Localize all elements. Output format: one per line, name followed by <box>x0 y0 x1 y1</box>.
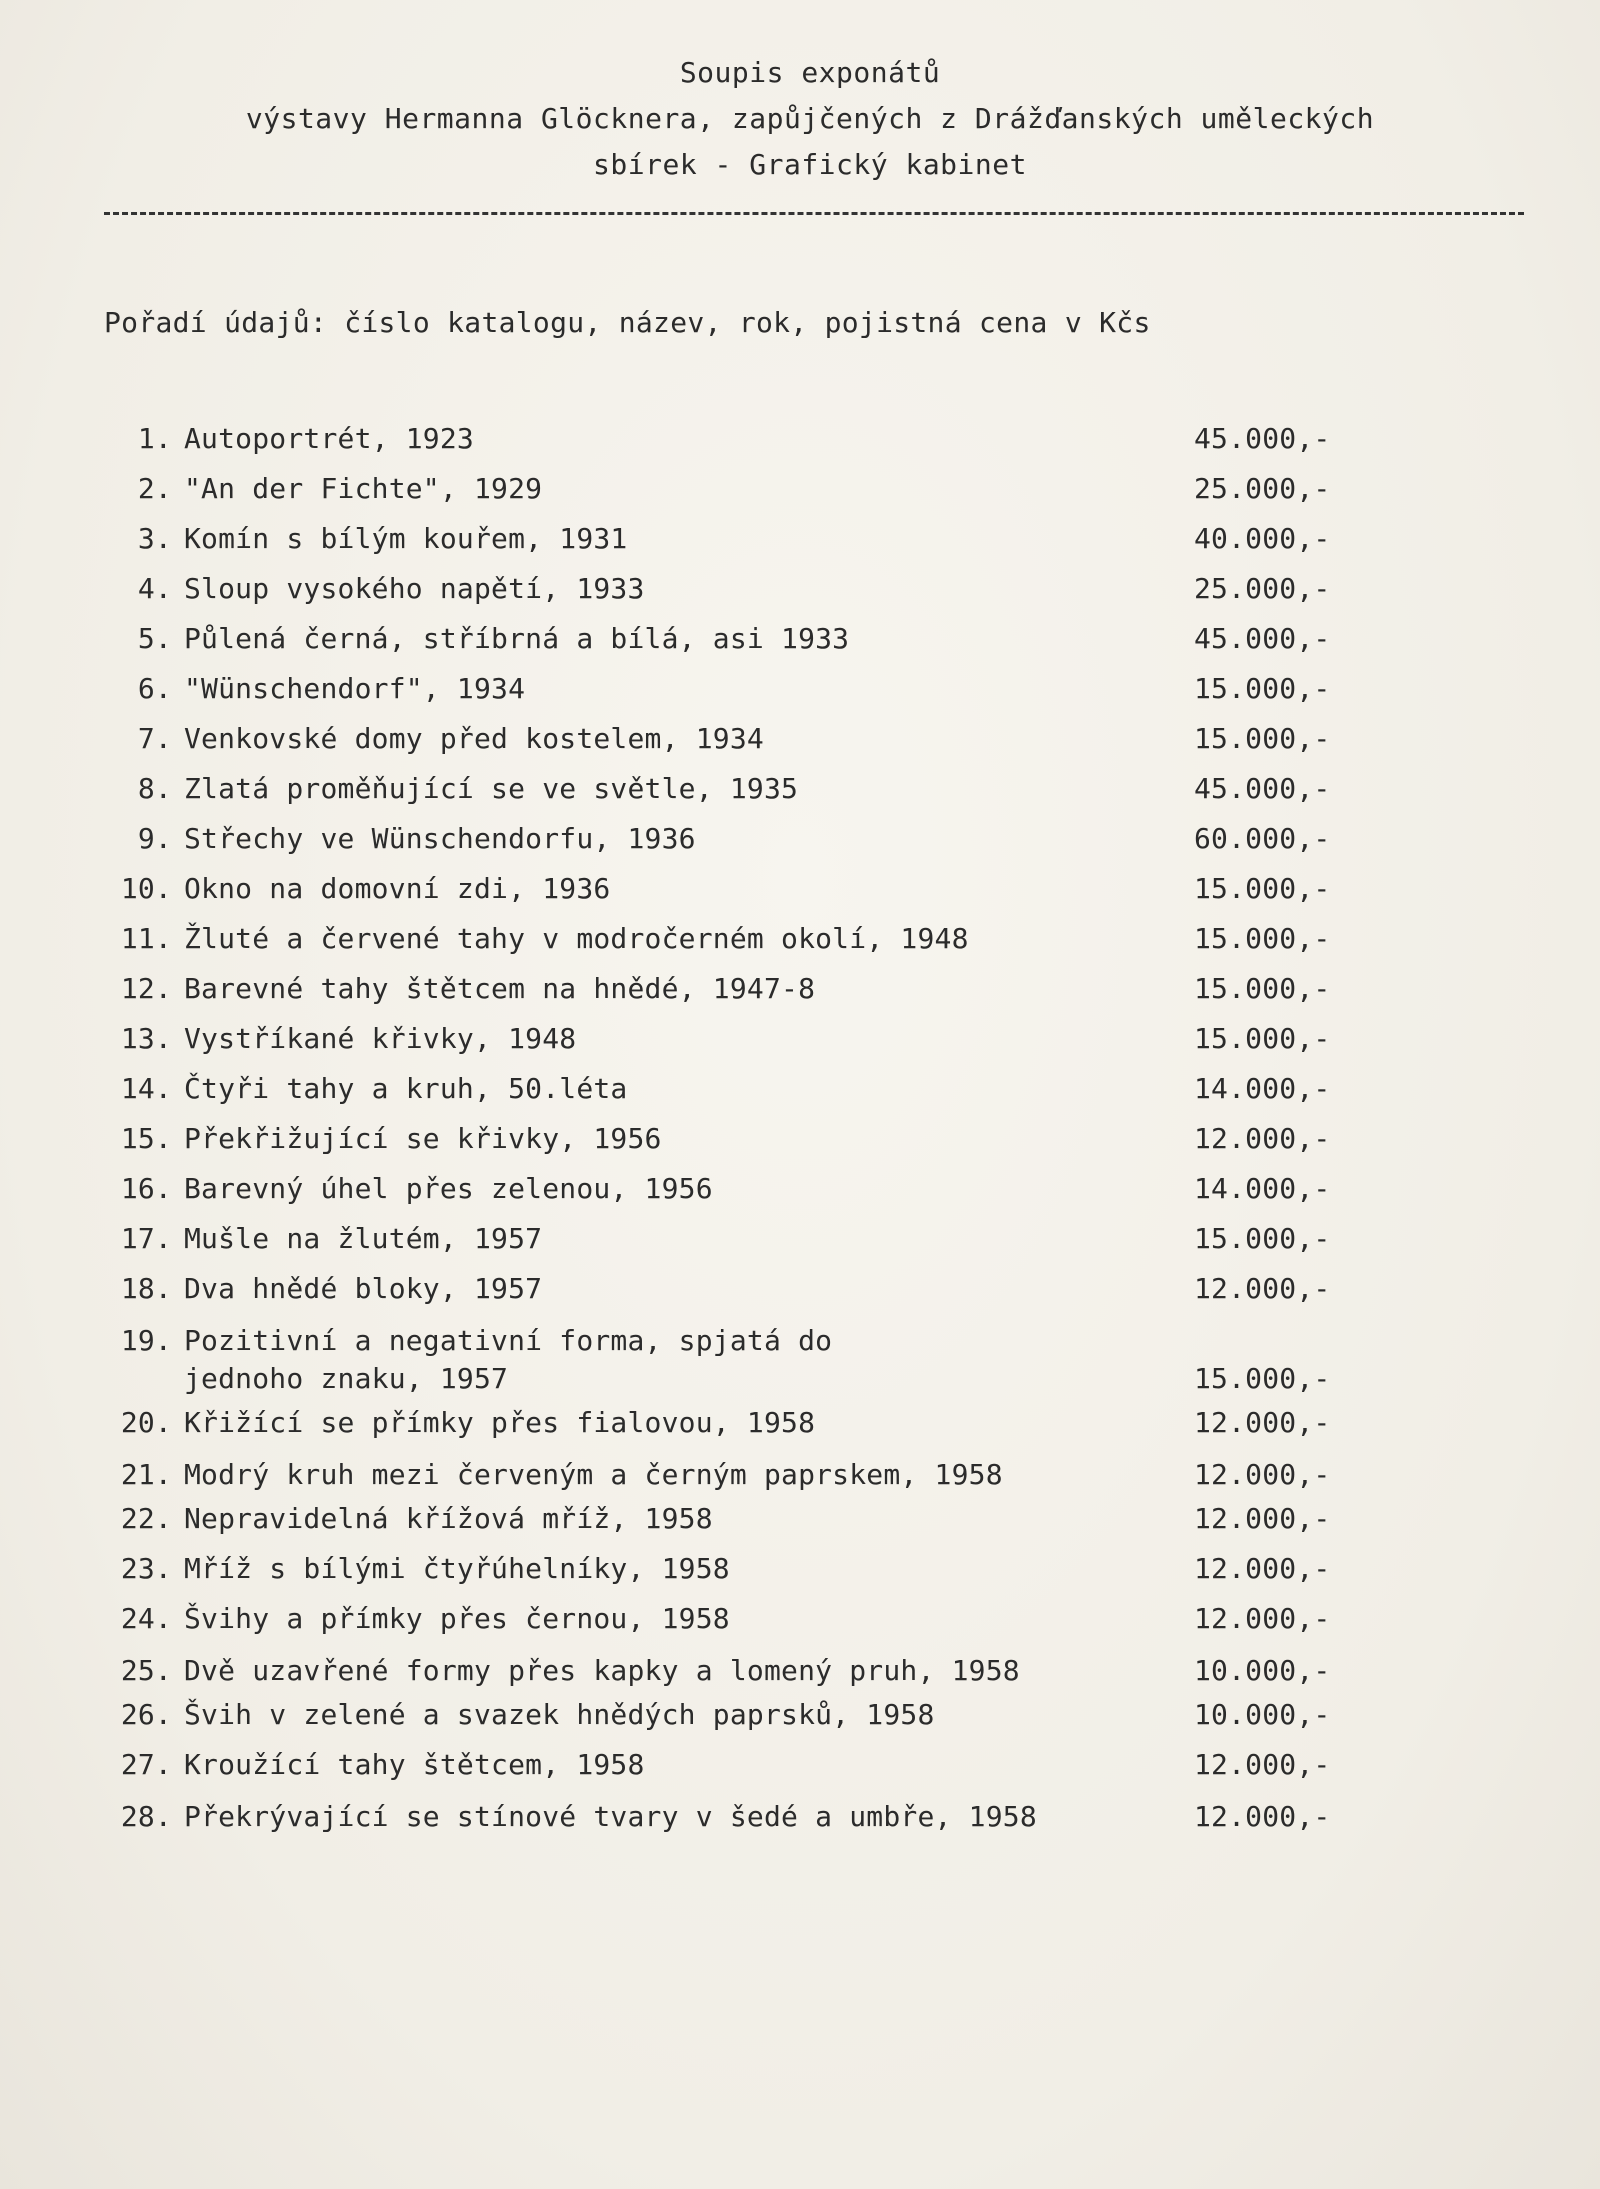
list-item <box>80 964 1380 1014</box>
list-item <box>80 814 1380 864</box>
work-title: Dva hnědé bloky, 1957 <box>184 1272 543 1305</box>
catalog-number: 20. <box>120 1406 172 1439</box>
list-item <box>80 864 1380 914</box>
data-order-note: Pořadí údajů: číslo katalogu, název, rok, pojistná cena v Kčs <box>104 306 1151 339</box>
list-item <box>80 1114 1380 1164</box>
insured-price: 25.000,- <box>1194 472 1331 505</box>
catalog-number: 23. <box>120 1552 172 1585</box>
insured-price: 12.000,- <box>1194 1748 1331 1781</box>
header-subtitle: výstavy Hermanna Glöcknera, zapůjčených z Drážďanských uměleckých <box>245 102 1375 135</box>
work-title: Mříž s bílými čtyřúhelníky, 1958 <box>184 1552 730 1585</box>
work-title: Překřižující se křivky, 1956 <box>184 1122 662 1155</box>
catalog-number: 14. <box>120 1072 172 1105</box>
list-item <box>80 1398 1380 1448</box>
catalog-number: 3. <box>137 522 172 555</box>
insured-price: 12.000,- <box>1194 1406 1331 1439</box>
list-item <box>80 1322 1380 1398</box>
catalog-number: 13. <box>120 1022 172 1055</box>
catalog-number: 12. <box>120 972 172 1005</box>
work-title: Vystříkané křivky, 1948 <box>184 1022 577 1055</box>
list-item <box>80 1264 1380 1314</box>
list-item <box>80 1456 1380 1494</box>
insured-price: 12.000,- <box>1194 1458 1331 1491</box>
insured-price: 60.000,- <box>1194 822 1331 855</box>
list-item <box>80 764 1380 814</box>
header-divider <box>104 212 1524 215</box>
catalog-number: 4. <box>137 572 172 605</box>
work-title: Dvě uzavřené formy přes kapky a lomený pruh, 1958 <box>184 1654 1020 1687</box>
list-item <box>80 464 1380 514</box>
work-title: Střechy ve Wünschendorfu, 1936 <box>184 822 696 855</box>
catalog-number: 27. <box>120 1748 172 1781</box>
catalog-number: 2. <box>137 472 172 505</box>
insured-price: 12.000,- <box>1194 1602 1331 1635</box>
catalog-number: 28. <box>120 1800 172 1833</box>
work-title: Venkovské domy před kostelem, 1934 <box>184 722 764 755</box>
list-item <box>80 1164 1380 1214</box>
work-title: Kroužící tahy štětcem, 1958 <box>184 1748 645 1781</box>
work-title: Okno na domovní zdi, 1936 <box>184 872 611 905</box>
list-item <box>80 514 1380 564</box>
work-title: Barevný úhel přes zelenou, 1956 <box>184 1172 713 1205</box>
work-title: Čtyři tahy a kruh, 50.léta <box>184 1072 628 1105</box>
insured-price: 12.000,- <box>1194 1272 1331 1305</box>
work-title: Autoportrét, 1923 <box>184 422 474 455</box>
list-item <box>80 1798 1380 1836</box>
insured-price: 15.000,- <box>1194 872 1331 905</box>
catalog-number: 18. <box>120 1272 172 1305</box>
work-title: Mušle na žlutém, 1957 <box>184 1222 543 1255</box>
insured-price: 15.000,- <box>1194 1222 1331 1255</box>
list-item <box>80 1594 1380 1644</box>
insured-price: 10.000,- <box>1194 1654 1331 1687</box>
catalog-number: 19. <box>120 1324 172 1357</box>
work-title: Komín s bílým kouřem, 1931 <box>184 522 628 555</box>
list-item <box>80 614 1380 664</box>
insured-price: 40.000,- <box>1194 522 1331 555</box>
insured-price: 10.000,- <box>1194 1698 1331 1731</box>
insured-price: 15.000,- <box>1194 972 1331 1005</box>
work-title: Křižící se přímky přes fialovou, 1958 <box>184 1406 816 1439</box>
list-item <box>80 1652 1380 1690</box>
list-item <box>80 1014 1380 1064</box>
work-title: Švih v zelené a svazek hnědých paprsků, 1958 <box>184 1698 935 1731</box>
work-title: "Wünschendorf", 1934 <box>184 672 526 705</box>
insured-price: 12.000,- <box>1194 1122 1331 1155</box>
list-item <box>80 714 1380 764</box>
exhibit-list <box>80 414 1380 1836</box>
work-title: "An der Fichte", 1929 <box>184 472 543 505</box>
catalog-number: 10. <box>120 872 172 905</box>
catalog-number: 26. <box>120 1698 172 1731</box>
catalog-number: 8. <box>137 772 172 805</box>
catalog-number: 5. <box>137 622 172 655</box>
insured-price: 15.000,- <box>1194 1362 1331 1395</box>
list-item <box>80 1544 1380 1594</box>
catalog-number: 15. <box>120 1122 172 1155</box>
list-item <box>80 664 1380 714</box>
catalog-number: 1. <box>137 422 172 455</box>
insured-price: 15.000,- <box>1194 1022 1331 1055</box>
insured-price: 12.000,- <box>1194 1800 1331 1833</box>
work-title: Nepravidelná křížová mříž, 1958 <box>184 1502 713 1535</box>
insured-price: 45.000,- <box>1194 622 1331 655</box>
header-title: Soupis exponátů <box>679 56 941 89</box>
work-title: Modrý kruh mezi červeným a černým paprskem, 1958 <box>184 1458 1003 1491</box>
work-title: Žluté a červené tahy v modročerném okolí, 1948 <box>184 922 969 955</box>
work-title: Půlená černá, stříbrná a bílá, asi 1933 <box>184 622 850 655</box>
catalog-number: 24. <box>120 1602 172 1635</box>
work-title: Překrývající se stínové tvary v šedé a umbře, 1958 <box>184 1800 1037 1833</box>
work-title: Pozitivní a negativní forma, spjatá do jednoho znaku, 1957 <box>184 1324 833 1395</box>
insured-price: 25.000,- <box>1194 572 1331 605</box>
insured-price: 14.000,- <box>1194 1172 1331 1205</box>
catalog-number: 25. <box>120 1654 172 1687</box>
work-title: Sloup vysokého napětí, 1933 <box>184 572 645 605</box>
list-item <box>80 1494 1380 1544</box>
catalog-number: 9. <box>137 822 172 855</box>
catalog-number: 6. <box>137 672 172 705</box>
catalog-number: 7. <box>137 722 172 755</box>
document-header <box>100 50 1520 188</box>
insured-price: 14.000,- <box>1194 1072 1331 1105</box>
insured-price: 15.000,- <box>1194 672 1331 705</box>
list-item <box>80 1690 1380 1740</box>
list-item <box>80 914 1380 964</box>
list-item <box>80 414 1380 464</box>
list-item <box>80 1214 1380 1264</box>
list-item <box>80 1064 1380 1114</box>
header-subtitle-continued: sbírek - Grafický kabinet <box>593 148 1027 181</box>
insured-price: 15.000,- <box>1194 922 1331 955</box>
catalog-number: 17. <box>120 1222 172 1255</box>
insured-price: 12.000,- <box>1194 1552 1331 1585</box>
work-title: Barevné tahy štětcem na hnědé, 1947-8 <box>184 972 816 1005</box>
catalog-number: 22. <box>120 1502 172 1535</box>
insured-price: 12.000,- <box>1194 1502 1331 1535</box>
catalog-number: 21. <box>120 1458 172 1491</box>
insured-price: 45.000,- <box>1194 772 1331 805</box>
insured-price: 45.000,- <box>1194 422 1331 455</box>
list-item <box>80 1740 1380 1790</box>
work-title: Zlatá proměňující se ve světle, 1935 <box>184 772 799 805</box>
insured-price: 15.000,- <box>1194 722 1331 755</box>
work-title: Švihy a přímky přes černou, 1958 <box>184 1602 730 1635</box>
catalog-number: 16. <box>120 1172 172 1205</box>
list-item <box>80 564 1380 614</box>
catalog-number: 11. <box>120 922 172 955</box>
